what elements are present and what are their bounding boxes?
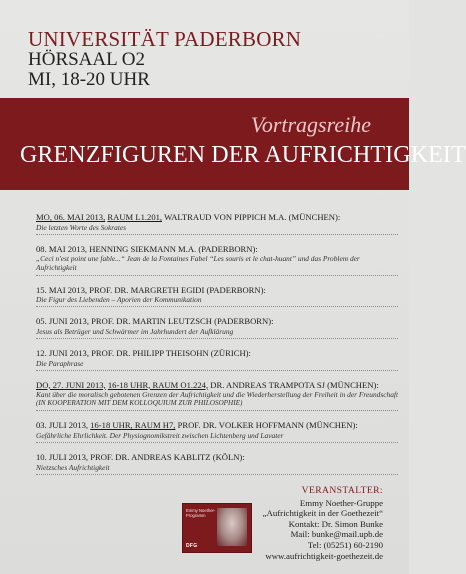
talk-list: [36, 212, 398, 484]
talk-speaker: PROF. DR. MARGRETH EGIDI (PADERBORN):: [89, 284, 266, 295]
talk-heading: [36, 285, 398, 296]
talk-title: Die Paraphrase: [36, 358, 84, 368]
divider: [36, 338, 398, 339]
talk-speaker: PROF. DR. PHILIPP THEISOHN (ZÜRICH):: [91, 348, 251, 359]
talk-date: MO, 06. MAI 2013,: [36, 212, 106, 222]
talk-title: Gefährliche Ehrlichkeit. Der Physiognomikstreit zwischen Lichtenberg und Lavater: [36, 430, 284, 440]
talk-heading: [36, 380, 398, 391]
divider: [36, 442, 398, 443]
divider: [36, 370, 398, 371]
talk-speaker: PROF. DR. MARTIN LEUTZSCH (PADERBORN):: [91, 316, 274, 327]
talk-date: 15. MAI 2013,: [36, 284, 88, 295]
talk-item: [36, 316, 398, 339]
talk-item: [36, 244, 398, 276]
talk-date: 03. JULI 2013,: [36, 420, 89, 431]
dfg-logo-text: DFG: [186, 543, 198, 549]
talk-title: Jesus als Betrüger und Schwärmer im Jahrhundert der Aufklärung: [36, 326, 234, 336]
talk-speaker: WALTRAUD VON PIPPICH M.A. (MÜNCHEN):: [164, 212, 341, 222]
header-block: [28, 28, 388, 90]
organizer-contact: Kontakt: Dr. Simon Bunke: [288, 518, 383, 529]
talk-heading: [36, 348, 398, 359]
divider: [36, 306, 398, 307]
talk-item: [36, 212, 398, 235]
divider: [36, 410, 398, 411]
series-subtitle: Vortragsreihe: [250, 112, 371, 137]
talk-heading: [36, 212, 398, 223]
talk-item: [36, 452, 398, 475]
lecture-time: MI, 18-20 UHR: [28, 69, 150, 90]
talk-place: 16-18 UHR, RAUM H7,: [90, 420, 176, 431]
talk-title: Nietzsches Aufrichtigkeit: [36, 462, 110, 472]
talk-item: [36, 285, 398, 308]
organizer-group: Emmy Noether-Gruppe: [299, 497, 383, 508]
divider: [36, 234, 398, 235]
organizer-website: www.aufrichtigkeit-goethezeit.de: [265, 550, 383, 561]
divider: [36, 275, 398, 276]
talk-date: 12. JUNI 2013,: [36, 348, 89, 359]
organizer-mail: Mail: bunke@mail.upb.de: [290, 529, 383, 540]
talk-place: RAUM L1.201,: [107, 212, 163, 222]
talk-heading: [36, 420, 398, 431]
talk-speaker: HENNING SIEKMANN M.A. (PADERBORN):: [89, 243, 258, 254]
talk-date: 10. JULI 2013,: [36, 452, 89, 463]
talk-date: 05. JUNI 2013,: [36, 316, 89, 327]
logo-text: Emmy Noether-Programm: [186, 508, 216, 518]
university-name: UNIVERSITÄT PADERBORN: [28, 27, 302, 51]
talk-title: „Ceci n'est point une fable...“ Jean de la Fontaines Fabel “Les souris et le chat-huant” und das Problem der Aufrichtigkeit: [36, 254, 360, 273]
talk-title: Kant über die moralisch gebotenen Grenzen der Aufrichtigkeit und die Wiederherstellung der Freiheit in der Freundschaft: [36, 390, 399, 400]
talk-speaker: DR. ANDREAS TRAMPOTA SJ (MÜNCHEN):: [210, 379, 379, 390]
talk-note: (IN KOOPERATION MIT DEM KOLLOQUIUM ZUR PHILOSOPHIE): [36, 399, 243, 408]
talk-place: 16-18 UHR, RAUM O1.224,: [107, 379, 209, 390]
organizer-project: „Aufrichtigkeit in der Goethezeit“: [262, 508, 383, 519]
talk-date: 08. MAI 2013,: [36, 243, 88, 254]
talk-speaker: PROF. DR. VOLKER HOFFMANN (MÜNCHEN):: [177, 420, 358, 431]
talk-title: Die letzten Worte des Sokrates: [36, 222, 127, 232]
talk-heading: [36, 316, 398, 327]
talk-item: [36, 420, 398, 443]
organizer-phone: Tel: (05251) 60-2190: [307, 539, 383, 550]
divider: [36, 474, 398, 475]
organizer-title: VERANSTALTER:: [301, 485, 383, 496]
talk-heading: [36, 244, 398, 255]
talk-date: DO, 27. JUNI 2013,: [36, 379, 106, 390]
series-title: GRENZFIGUREN DER AUFRICHTIGKEIT: [20, 142, 466, 168]
talk-heading: [36, 452, 398, 463]
organizer-block: [173, 486, 383, 561]
talk-title: Die Figur des Liebenden – Aporien der Kommunikation: [36, 295, 202, 305]
talk-item: [36, 380, 398, 412]
lecture-hall: HÖRSAAL O2: [28, 49, 145, 70]
talk-speaker: PROF. DR. ANDREAS KABLITZ (KÖLN):: [90, 452, 245, 463]
talk-item: [36, 348, 398, 371]
